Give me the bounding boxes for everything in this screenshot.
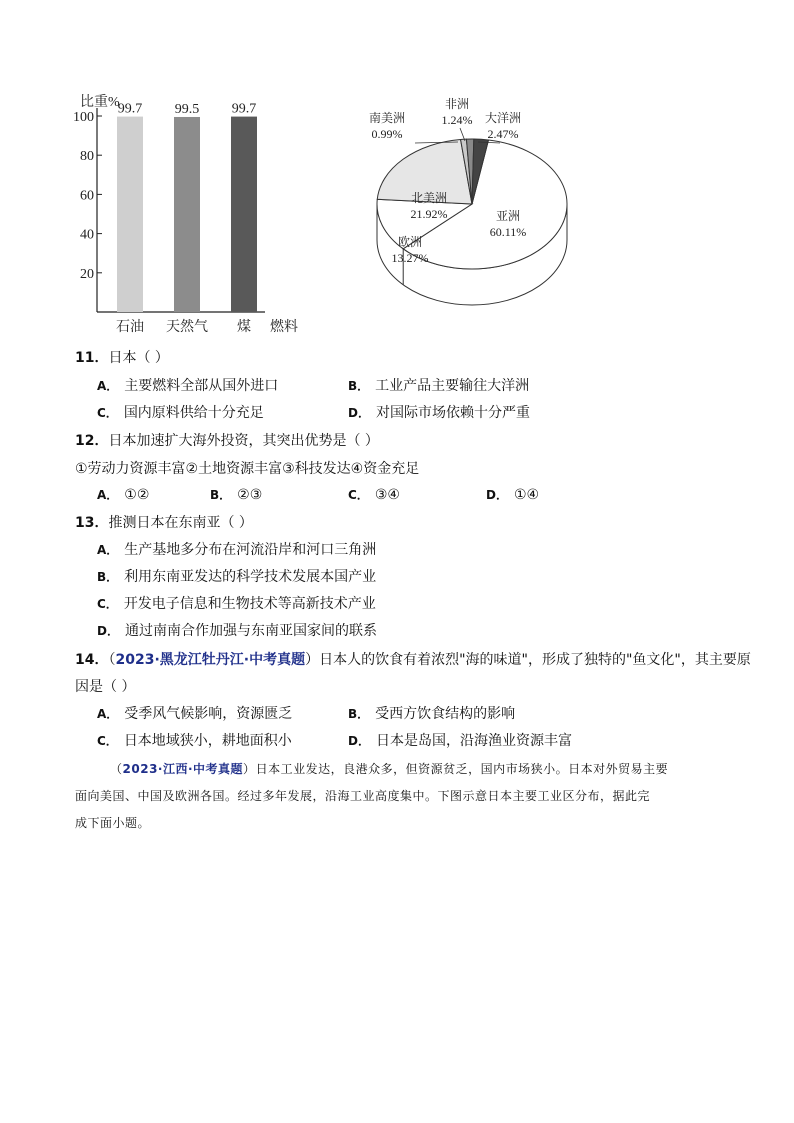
passage-text: 日本工业发达，良港众多，但资源贫乏，国内市场狭小。日本对外贸易主要: [255, 762, 669, 776]
option-text: 受西方饮食结构的影响: [375, 706, 516, 722]
bar-chart: [73, 94, 298, 335]
bar-value-label: 99.7: [231, 101, 257, 117]
pie-slice-value: 21.92%: [410, 207, 448, 221]
question-stem: 日本加速扩大海外投资，其突出优势是（ ）: [108, 433, 379, 449]
option-label: A．: [97, 707, 119, 721]
option-11-a[interactable]: [97, 376, 278, 396]
pie-slice-name: 欧洲: [397, 235, 423, 249]
question-number: 12．: [75, 433, 109, 449]
option-label: C．: [97, 406, 118, 420]
x-tick-label: 煤: [237, 320, 251, 335]
pie-chart: [369, 96, 567, 305]
question-source: 2023·黑龙江牡丹江·中考真题: [115, 652, 306, 668]
option-label: B．: [348, 379, 370, 393]
pie-slice-name: 非洲: [444, 97, 470, 111]
option-12-d[interactable]: [486, 485, 539, 505]
charts-figure: [60, 88, 580, 340]
y-tick-label: 40: [80, 227, 94, 243]
x-tick-label: 石油: [116, 320, 144, 335]
bar-value-label: 99.7: [117, 101, 143, 117]
question-stem: 日本（ ）: [108, 350, 169, 366]
pie-slice-name: 南美洲: [368, 111, 406, 125]
option-text: 日本是岛国，沿海渔业资源丰富: [375, 733, 572, 749]
question-11: [75, 348, 169, 368]
option-text: ①④: [513, 487, 540, 503]
question-14: [75, 650, 751, 670]
option-13-d[interactable]: [97, 621, 377, 641]
option-label: C．: [97, 597, 118, 611]
option-11-d[interactable]: [348, 403, 530, 423]
option-text: ③④: [374, 487, 400, 503]
pie-slice-name: 亚洲: [495, 209, 521, 223]
option-label: D．: [97, 624, 119, 638]
passage-line-2: 面向美国、中国及欧洲各国。经过多年发展，沿海工业高度集中。下图示意日本主要工业区分布，据此完: [75, 789, 651, 803]
option-label: C．: [97, 734, 118, 748]
y-axis-label: 比重%: [80, 95, 120, 110]
option-label: B．: [210, 488, 232, 502]
option-12-a[interactable]: [97, 485, 149, 505]
source-paren-open: （: [108, 652, 116, 668]
source-paren-open: （: [110, 762, 123, 776]
y-tick-label: 60: [80, 188, 94, 204]
option-text: 日本地域狭小，耕地面积小: [123, 733, 292, 749]
option-text: 利用东南亚发达的科学技术发展本国产业: [124, 569, 377, 585]
question-stem: 日本人的饮食有着浓烈"海的味道"，形成了独特的"鱼文化"，其主要原: [319, 652, 751, 668]
x-axis-label: 燃料: [270, 320, 298, 335]
question-number: 11．: [75, 350, 109, 366]
source-paren-close: ）: [305, 652, 320, 668]
bar: [231, 117, 257, 312]
y-tick-label: 80: [80, 149, 94, 165]
option-label: D．: [348, 406, 370, 420]
option-label: B．: [97, 570, 119, 584]
option-14-b[interactable]: [348, 704, 515, 724]
passage-source: 2023·江西·中考真题: [122, 762, 244, 776]
question-stem: 推测日本在东南亚（ ）: [108, 515, 253, 531]
option-label: A．: [97, 543, 119, 557]
option-text: 对国际市场依赖十分严重: [375, 405, 530, 421]
pie-slice-name: 大洋洲: [484, 111, 522, 125]
pie-slice-value: 1.24%: [441, 113, 473, 127]
option-text: 开发电子信息和生物技术等高新技术产业: [123, 596, 376, 612]
question-12-items: ①劳动力资源丰富②土地资源丰富③科技发达④资金充足: [75, 461, 420, 477]
bar: [117, 117, 143, 312]
option-text: ②③: [237, 487, 263, 503]
option-text: 工业产品主要输往大洋洲: [375, 378, 530, 394]
bar: [174, 117, 200, 312]
question-number: 14．: [75, 652, 109, 668]
option-12-b[interactable]: [210, 485, 262, 505]
option-label: D．: [348, 734, 370, 748]
pie-slice-value: 2.47%: [487, 127, 519, 141]
option-text: 主要燃料全部从国外进口: [124, 378, 279, 394]
option-text: 国内原料供给十分充足: [123, 405, 264, 421]
option-13-a[interactable]: [97, 540, 376, 560]
option-11-c[interactable]: [97, 403, 264, 423]
y-tick-label: 20: [80, 266, 94, 282]
option-13-c[interactable]: [97, 594, 376, 614]
option-label: C．: [348, 488, 369, 502]
question-13: [75, 513, 253, 533]
option-11-b[interactable]: [348, 376, 529, 396]
option-14-a[interactable]: [97, 704, 292, 724]
option-text: 生产基地多分布在河流沿岸和河口三角洲: [124, 542, 377, 558]
option-text: ①②: [124, 487, 150, 503]
passage-line-1: [110, 756, 668, 782]
pie-slice-name: 北美洲: [410, 191, 448, 205]
bar-value-label: 99.5: [174, 101, 200, 117]
option-label: B．: [348, 707, 370, 721]
question-12: [75, 431, 379, 451]
option-14-c[interactable]: [97, 731, 292, 751]
source-paren-close: ）: [243, 762, 256, 776]
y-tick-label: 100: [73, 110, 94, 125]
question-14-stem-cont: 因是（ ）: [75, 679, 136, 695]
pie-slice-value: 13.27%: [391, 251, 429, 265]
passage-line-3: 成下面小题。: [75, 816, 151, 830]
x-tick-label: 天然气: [166, 320, 208, 335]
option-label: A．: [97, 488, 119, 502]
option-label: D．: [486, 488, 508, 502]
option-14-d[interactable]: [348, 731, 572, 751]
option-label: A．: [97, 379, 119, 393]
option-13-b[interactable]: [97, 567, 376, 587]
option-12-c[interactable]: [348, 485, 400, 505]
option-text: 受季风气候影响，资源匮乏: [124, 706, 293, 722]
pie-slice-value: 60.11%: [489, 225, 527, 239]
pie-slice-value: 0.99%: [371, 127, 403, 141]
option-text: 通过南南合作加强与东南亚国家间的联系: [124, 623, 377, 639]
question-number: 13．: [75, 515, 109, 531]
